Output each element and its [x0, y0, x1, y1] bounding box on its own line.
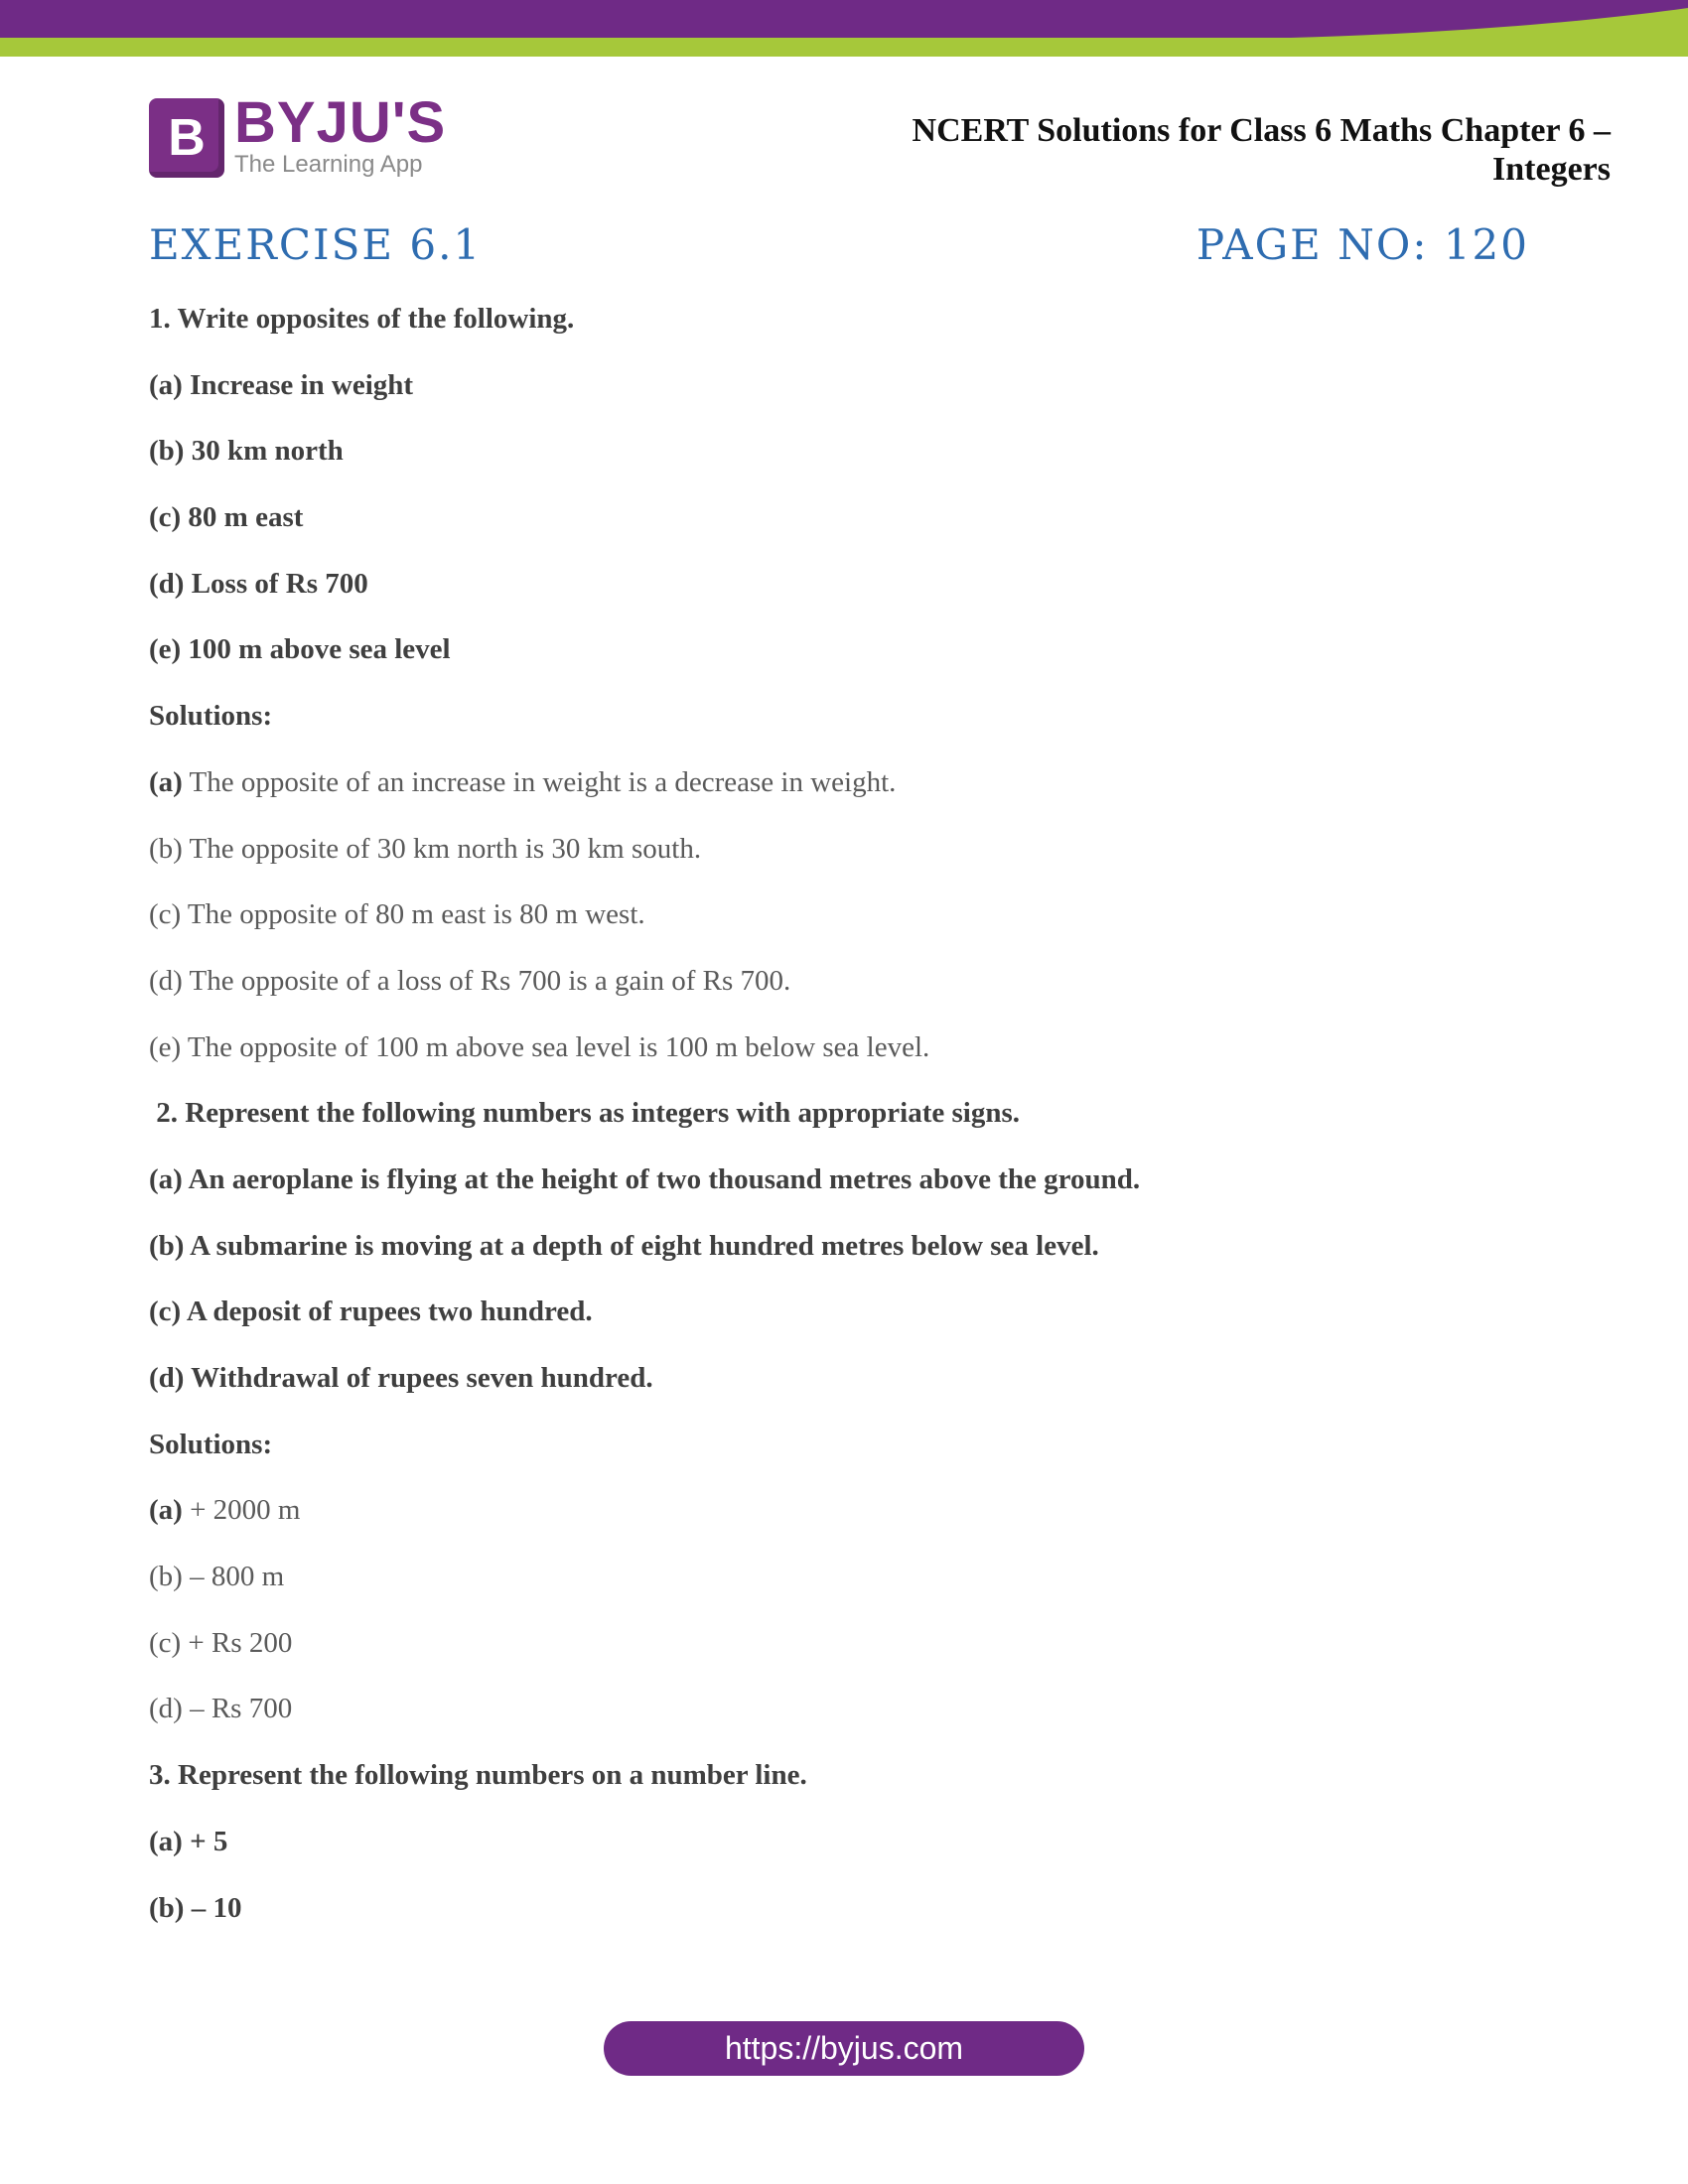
question-3: 3. Represent the following numbers on a number line. [149, 1759, 807, 1792]
solution-2-a: (a) + 2000 m [149, 1494, 301, 1527]
question-2-part-b: (b) A submarine is moving at a depth of eight hundred metres below sea level. [149, 1229, 1099, 1262]
byjus-logo-mark-icon: B [149, 98, 224, 178]
solution-2-b: (b) – 800 m [149, 1561, 285, 1593]
solution-1-b: (b) The opposite of 30 km north is 30 km south. [149, 832, 702, 865]
question-1-part-d: (d) Loss of Rs 700 [149, 567, 368, 600]
question-1-part-c: (c) 80 m east [149, 501, 304, 534]
solutions-label-1: Solutions: [149, 700, 273, 733]
footer-url-link[interactable]: https://byjus.com [604, 2021, 1084, 2076]
brand-tagline: The Learning App [234, 151, 423, 178]
solution-1-c: (c) The opposite of 80 m east is 80 m west. [149, 898, 645, 931]
solution-1-d: (d) The opposite of a loss of Rs 700 is a gain of Rs 700. [149, 964, 791, 997]
page-content [149, 300, 1539, 1955]
question-2-part-a: (a) An aeroplane is flying at the height of two thousand metres above the ground. [149, 1162, 1141, 1195]
question-1: 1. Write opposites of the following. [149, 303, 575, 335]
header-decorative-band [0, 0, 1688, 60]
brand-name: BYJU'S [234, 90, 447, 155]
question-1-part-e: (e) 100 m above sea level [149, 633, 451, 666]
solution-1-a: (a) The opposite of an increase in weight is a decrease in weight. [149, 765, 897, 798]
question-3-part-a: (a) + 5 [149, 1825, 228, 1857]
question-2-part-d: (d) Withdrawal of rupees seven hundred. [149, 1362, 653, 1394]
question-2-part-c: (c) A deposit of rupees two hundred. [149, 1296, 593, 1328]
document-title-line2: Integers [1492, 151, 1611, 188]
exercise-heading: EXERCISE 6.1 [149, 220, 483, 269]
byjus-logo [149, 90, 447, 179]
solution-2-d: (d) – Rs 700 [149, 1693, 293, 1725]
document-title [856, 111, 1611, 189]
document-title-line1: NCERT Solutions for Class 6 Maths Chapter 6 – [912, 112, 1611, 149]
question-3-part-b: (b) – 10 [149, 1891, 242, 1924]
question-1-part-b: (b) 30 km north [149, 435, 344, 468]
solution-2-c: (c) + Rs 200 [149, 1626, 293, 1659]
page-number-heading: PAGE NO: 120 [1196, 220, 1529, 269]
solution-1-e: (e) The opposite of 100 m above sea level is 100 m below sea level. [149, 1030, 930, 1063]
solutions-label-2: Solutions: [149, 1428, 273, 1460]
question-2: 2. Represent the following numbers as integers with appropriate signs. [149, 1097, 1020, 1130]
question-1-part-a: (a) Increase in weight [149, 368, 414, 401]
